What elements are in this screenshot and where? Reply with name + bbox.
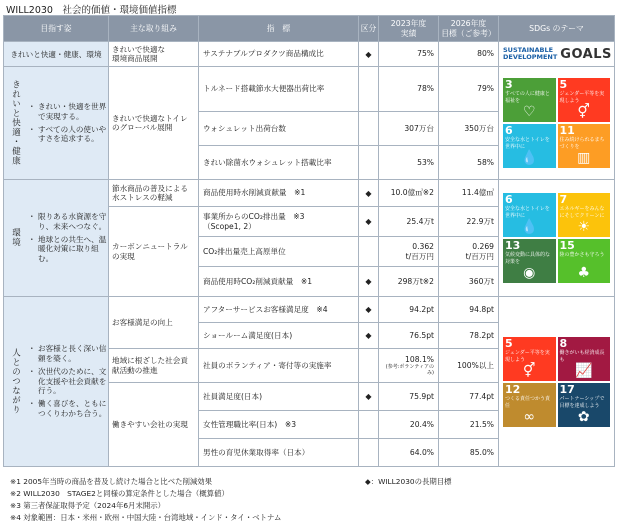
- sdg-goal-label: 働きがいも経済成長も: [559, 349, 605, 363]
- sdg-goal-label: ジェンダー平等を実現しよう: [559, 91, 605, 104]
- target-cell: 22.9万t: [439, 207, 499, 237]
- actual-cell: 307万台: [379, 112, 439, 146]
- sdg-goal-17-icon: 17 パートナーシップで目標を達成しよう ✿: [558, 383, 611, 427]
- long-term-mark: ◆: [359, 42, 379, 67]
- header-row: [4, 16, 615, 42]
- indicator-cell: サステナブルプロダクツ商品構成比: [199, 42, 359, 67]
- long-term-mark: ◆: [359, 207, 379, 237]
- long-term-mark: [359, 112, 379, 146]
- goal-bullets: ・ お客様と長く深い信頼を築く。 ・ 次世代のために、文化支援や社会貢献を行う。 ・ 働く喜びを、ともにつくりわかち合う。: [26, 341, 108, 422]
- indicator-cell: ウォシュレット出荷台数: [199, 112, 359, 146]
- actual-cell: 108.1% (参考:ボランティアのみ): [379, 349, 439, 383]
- target-cell: 21.5%: [439, 411, 499, 439]
- initiative-cell: きれいで快適な 環境商品展開: [109, 42, 199, 67]
- header-indicator: 指 標: [199, 16, 359, 42]
- target-cell: 0.269 t/百万円: [439, 237, 499, 267]
- section3-goal: [4, 297, 109, 467]
- actual-cell: 20.4%: [379, 411, 439, 439]
- sdg-goal-6-icon: 6 安全な水とトイレを世界中に 💧: [503, 124, 556, 168]
- actual-cell: 53%: [379, 146, 439, 180]
- target-cell: 94.8pt: [439, 297, 499, 323]
- sdg-goal-label: パートナーシップで目標を達成しよう: [559, 395, 605, 409]
- sdg-goal-13-icon: 13 気候変動に具体的な対策を ◉: [503, 239, 556, 283]
- indicator-cell: アフターサービスお客様満足度 ※4: [199, 297, 359, 323]
- sdg-goal-15-icon: 15 陸の豊かさも守ろう ♣: [558, 239, 611, 283]
- footnote-1: ※1 2005年当時の商品を普及し続けた場合と比べた削減効果: [10, 477, 213, 486]
- target-cell: 58%: [439, 146, 499, 180]
- indicator-cell: きれい除菌水ウォシュレット搭載比率: [199, 146, 359, 180]
- sdg-goal-label: 安全な水とトイレを世界中に: [505, 137, 550, 150]
- actual-cell: 10.0億㎥※2: [379, 180, 439, 207]
- table-row: [4, 180, 615, 207]
- sdg-goal-label: ジェンダー平等を実現しよう: [505, 349, 550, 363]
- footnote-4: ※4 対象範囲：日本・米州・欧州・中国大陸・台湾地域・インド・タイ・ベトナム: [10, 513, 282, 522]
- sdg-goal-label: エネルギーをみんなにそしてクリーンに: [559, 206, 605, 219]
- legend-long-term: ◆：WILL2030の長期目標: [365, 477, 452, 486]
- target-cell: 100%以上: [439, 349, 499, 383]
- sdg-goal-12-icon: 12 つくる責任つかう責任 ∞: [503, 383, 556, 427]
- sdgs-section2: [499, 180, 615, 297]
- actual-cell: 64.0%: [379, 439, 439, 467]
- sdg-goal-label: 安全な水とトイレを世界中に: [505, 206, 550, 219]
- long-term-mark: ◆: [359, 297, 379, 323]
- actual-cell: 298万t※2: [379, 267, 439, 297]
- indicator-cell: 女性管理職比率(日本) ※3: [199, 411, 359, 439]
- actual-cell: 25.4万t: [379, 207, 439, 237]
- goal-bullets: ・ 限りある水資源を守り、未来へつなぐ。 ・ 地球との共生へ、温暖化対策に取り組む。: [26, 209, 108, 267]
- initiative-cell: きれいで快適なトイレのグローバル展開: [109, 67, 199, 180]
- sdg-goal-8-icon: 8 働きがいも経済成長も 📈: [558, 337, 611, 381]
- section2-goal: [4, 180, 109, 297]
- category-label: 環境: [10, 228, 21, 248]
- target-cell: 79%: [439, 67, 499, 112]
- sdgs-section1: [499, 67, 615, 180]
- indicator-cell: 男性の育児休業取得率（日本）: [199, 439, 359, 467]
- sdg-goal-5-icon: 5 ジェンダー平等を実現しよう ⚥: [503, 337, 556, 381]
- sdg-goal-label: 陸の豊かさも守ろう: [559, 252, 605, 258]
- header-goal: 目指す姿: [4, 16, 109, 42]
- sdg-goal-label: 気候変動に具体的な対策を: [505, 252, 551, 265]
- table-row: [4, 42, 615, 67]
- actual-cell: 78%: [379, 67, 439, 112]
- header-actual: 2023年度 実績: [379, 16, 439, 42]
- target-cell: 85.0%: [439, 439, 499, 467]
- long-term-mark: [359, 411, 379, 439]
- page-title: WILL2030 社会的価値・環境価値指標: [6, 5, 177, 16]
- indicator-table: [3, 15, 615, 467]
- sdgs-section3: [499, 297, 615, 467]
- target-cell: 77.4pt: [439, 383, 499, 411]
- long-term-mark: [359, 67, 379, 112]
- long-term-mark: ◆: [359, 180, 379, 207]
- actual-cell: 94.2pt: [379, 297, 439, 323]
- header-target: 2026年度 目標（ご参考）: [439, 16, 499, 42]
- footnote-2: ※2 WILL2030 STAGE2と同様の算定条件とした場合（概算値）: [10, 489, 229, 498]
- header-class: 区分: [359, 16, 379, 42]
- table-row: [4, 297, 615, 323]
- indicator-cell: ショールーム満足度(日本): [199, 323, 359, 349]
- footnote-3: ※3 第三者保証取得予定（2024年6月末開示）: [10, 501, 166, 510]
- sdg-goal-3-icon: 3 すべての人に健康と福祉を ♡: [503, 78, 556, 122]
- section1-goal: [4, 67, 109, 180]
- header-sdgs: SDGs のテーマ: [499, 16, 615, 42]
- long-term-mark: [359, 439, 379, 467]
- goal-cell: きれいと快適・健康、環境: [4, 42, 109, 67]
- table-row: [4, 67, 615, 112]
- header-initiative: 主な取り組み: [109, 16, 199, 42]
- long-term-mark: [359, 349, 379, 383]
- indicator-cell: CO₂排出量売上高原単位: [199, 237, 359, 267]
- initiative-cell: 働きやすい会社の実現: [109, 383, 199, 467]
- long-term-mark: [359, 146, 379, 180]
- goal-bullets: ・ きれい・快適を世界で実現する。 ・ すべての人の使いやすさを追求する。: [26, 99, 108, 147]
- sdgs-logo: SUSTAINABLE DEVELOPMENT GOALS: [499, 42, 615, 67]
- initiative-cell: 節水商品の普及による水ストレスの軽減: [109, 180, 199, 207]
- target-cell: 11.4億㎥: [439, 180, 499, 207]
- sdg-goal-label: すべての人に健康と福祉を: [505, 91, 550, 104]
- actual-cell: 0.362 t/百万円: [379, 237, 439, 267]
- initiative-cell: お客様満足の向上: [109, 297, 199, 349]
- target-cell: 360万t: [439, 267, 499, 297]
- sdg-goal-5-icon: 5 ジェンダー平等を実現しよう ⚥: [558, 78, 611, 122]
- long-term-mark: ◆: [359, 267, 379, 297]
- initiative-cell: 地域に根ざした社会貢献活動の推進: [109, 349, 199, 383]
- actual-cell: 76.5pt: [379, 323, 439, 349]
- category-label: きれいと快適・健康: [10, 80, 21, 166]
- target-cell: 78.2pt: [439, 323, 499, 349]
- sdg-goal-11-icon: 11 住み続けられるまちづくりを ▥: [558, 124, 611, 168]
- sdg-goal-label: つくる責任つかう責任: [505, 395, 551, 409]
- initiative-cell: カーボンニュートラルの実現: [109, 207, 199, 297]
- sdg-goal-6-icon: 6 安全な水とトイレを世界中に 💧: [503, 193, 556, 237]
- target-cell: 80%: [439, 42, 499, 67]
- sdg-goal-7-icon: 7 エネルギーをみんなにそしてクリーンに ☀: [558, 193, 611, 237]
- long-term-mark: [359, 237, 379, 267]
- target-cell: 350万台: [439, 112, 499, 146]
- actual-cell: 75%: [379, 42, 439, 67]
- actual-cell: 75.9pt: [379, 383, 439, 411]
- indicator-cell: 商品使用時CO₂削減貢献量 ※1: [199, 267, 359, 297]
- indicator-cell: 社員のボランティア・寄付等の実施率: [199, 349, 359, 383]
- indicator-cell: 社員満足度(日本): [199, 383, 359, 411]
- sdg-goal-label: 住み続けられるまちづくりを: [559, 137, 605, 150]
- indicator-cell: 商品使用時水削減貢献量 ※1: [199, 180, 359, 207]
- category-label: 人とのつながり: [10, 348, 21, 415]
- long-term-mark: ◆: [359, 323, 379, 349]
- indicator-cell: トルネード搭載節水大便器出荷比率: [199, 67, 359, 112]
- long-term-mark: ◆: [359, 383, 379, 411]
- indicator-cell: 事業所からのCO₂排出量 ※3 （Scope1, 2）: [199, 207, 359, 237]
